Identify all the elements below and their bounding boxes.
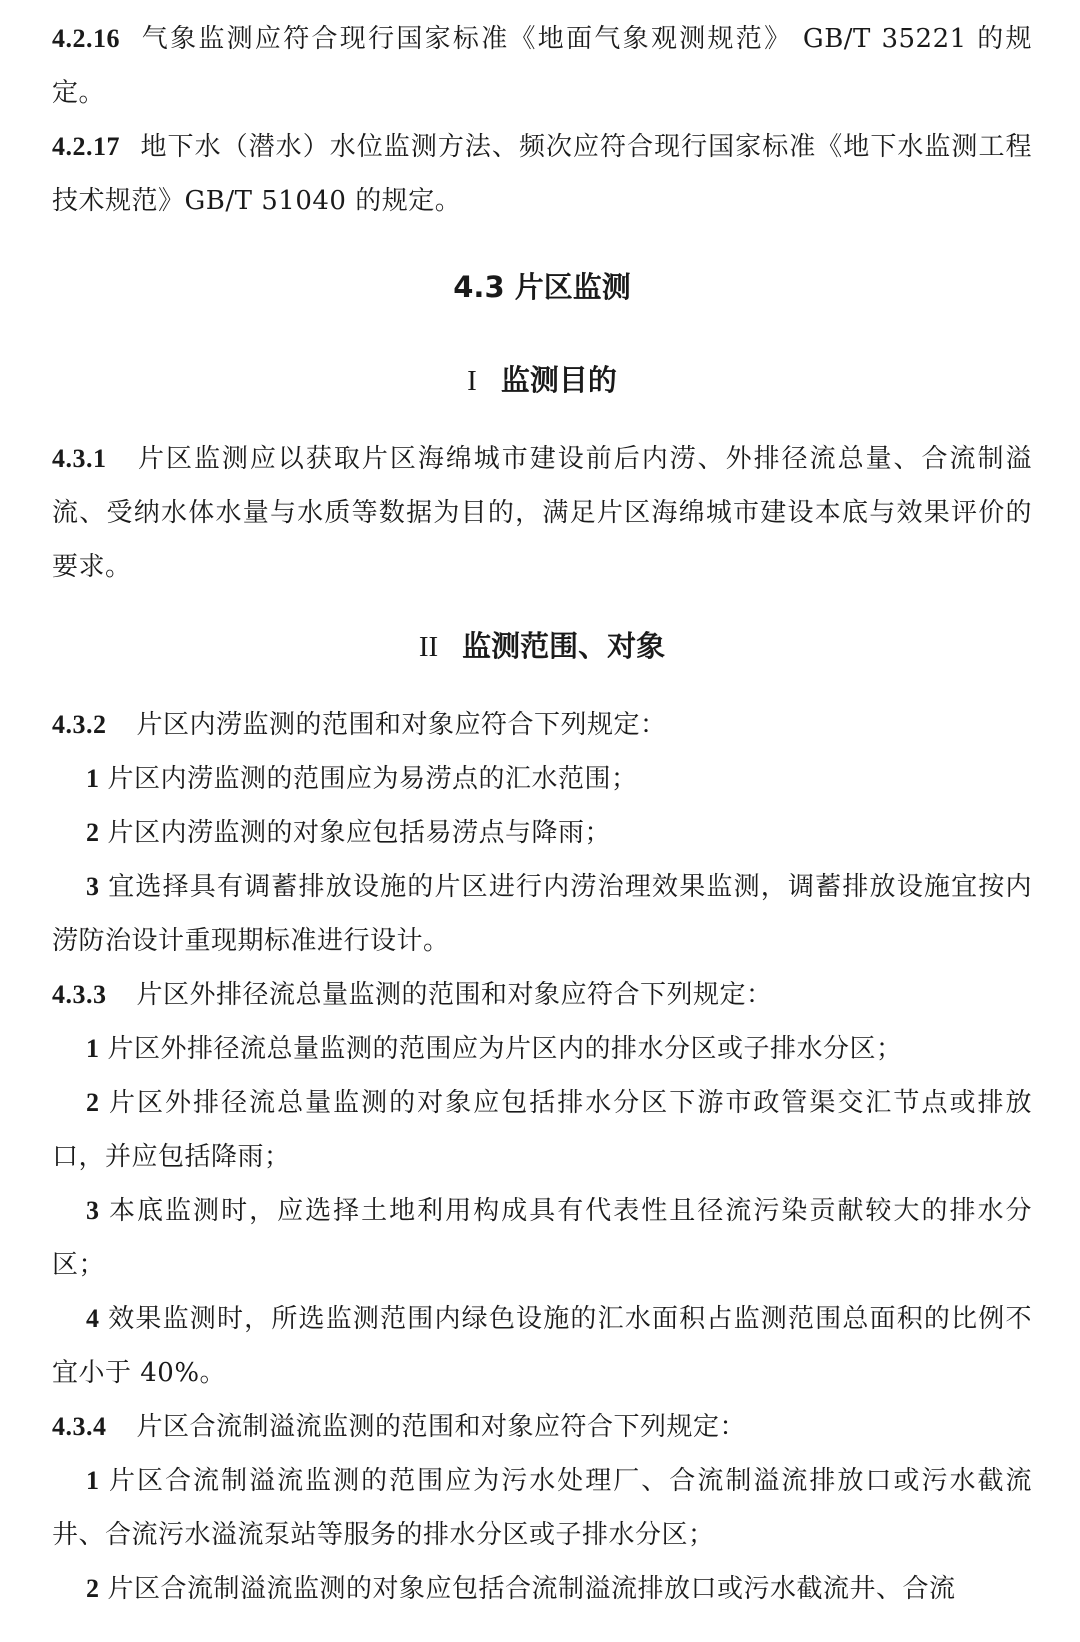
list-item — [52, 860, 1032, 968]
clause-number: 4.2.17 — [52, 132, 120, 161]
section-heading-4-3: 4.3 片区监测 — [453, 270, 631, 304]
item-number: 4 — [86, 1304, 100, 1333]
item-text: 片区合流制溢流监测的范围应为污水处理厂、合流制溢流排放口或污水截流井、合流污水溢流泵站等服务的排水分区或子排水分区； — [52, 1466, 1032, 1550]
clause-number: 4.3.2 — [52, 710, 107, 739]
clause-4-2-16 — [52, 12, 1032, 120]
clause-text: 地下水（潜水）水位监测方法、频次应符合现行国家标准《地下水监测工程技术规范》GB/T 51040 的规定。 — [52, 132, 1032, 216]
item-number: 1 — [86, 1466, 100, 1495]
clause-text: 片区外排径流总量监测的范围和对象应符合下列规定： — [136, 980, 773, 1010]
list-item — [52, 1184, 1032, 1292]
item-text: 本底监测时，应选择土地利用构成具有代表性且径流污染贡献较大的排水分区； — [52, 1196, 1032, 1280]
item-text: 片区外排径流总量监测的范围应为片区内的排水分区或子排水分区； — [107, 1034, 903, 1064]
item-text: 效果监测时，所选监测范围内绿色设施的汇水面积占监测范围总面积的比例不宜小于 40%。 — [52, 1304, 1032, 1388]
clause-4-3-1 — [52, 432, 1032, 594]
item-number: 2 — [86, 1574, 100, 1603]
subsection-heading-i — [52, 334, 1032, 426]
list-item — [52, 1292, 1032, 1400]
item-number: 2 — [86, 818, 100, 847]
subsection-title: 监测范围、对象 — [462, 629, 666, 663]
clause-number: 4.3.3 — [52, 980, 107, 1009]
item-text: 片区外排径流总量监测的对象应包括排水分区下游市政管渠交汇节点或排放口，并应包括降雨； — [52, 1088, 1032, 1172]
clause-4-3-3 — [52, 968, 1032, 1022]
clause-text: 气象监测应符合现行国家标准《地面气象观测规范》 GB/T 35221 的规定。 — [52, 24, 1032, 108]
item-number: 2 — [86, 1088, 100, 1117]
item-text: 片区内涝监测的对象应包括易涝点与降雨； — [107, 818, 612, 848]
list-item — [52, 1562, 1032, 1616]
clause-number: 4.3.4 — [52, 1412, 107, 1441]
roman-numeral: I — [467, 365, 477, 397]
clause-text: 片区合流制溢流监测的范围和对象应符合下列规定： — [136, 1412, 747, 1442]
item-number: 3 — [86, 1196, 100, 1225]
item-number: 1 — [86, 764, 100, 793]
item-text: 片区内涝监测的范围应为易涝点的汇水范围； — [107, 764, 638, 794]
clause-number: 4.3.1 — [52, 444, 107, 473]
list-item — [52, 1076, 1032, 1184]
subsection-title: 监测目的 — [500, 363, 617, 397]
roman-numeral: II — [418, 631, 439, 663]
item-number: 1 — [86, 1034, 100, 1063]
clause-4-3-2 — [52, 698, 1032, 752]
clause-text: 片区监测应以获取片区海绵城市建设前后内涝、外排径流总量、合流制溢流、受纳水体水量与水质等数据为目的，满足片区海绵城市建设本底与效果评价的要求。 — [52, 444, 1032, 582]
document-page — [52, 12, 1032, 1642]
list-item — [52, 752, 1032, 806]
list-item — [52, 1022, 1032, 1076]
list-item — [52, 1454, 1032, 1562]
list-item — [52, 806, 1032, 860]
clause-4-2-17 — [52, 120, 1032, 228]
clause-text: 片区内涝监测的范围和对象应符合下列规定： — [136, 710, 667, 740]
item-number: 3 — [86, 872, 100, 901]
subsection-heading-ii — [52, 600, 1032, 692]
clause-number: 4.2.16 — [52, 24, 120, 53]
item-text: 宜选择具有调蓄排放设施的片区进行内涝治理效果监测，调蓄排放设施宜按内涝防治设计重现期标准进行设计。 — [52, 872, 1032, 956]
clause-4-3-4 — [52, 1400, 1032, 1454]
item-text: 片区合流制溢流监测的对象应包括合流制溢流排放口或污水截流井、合流 — [107, 1574, 956, 1604]
